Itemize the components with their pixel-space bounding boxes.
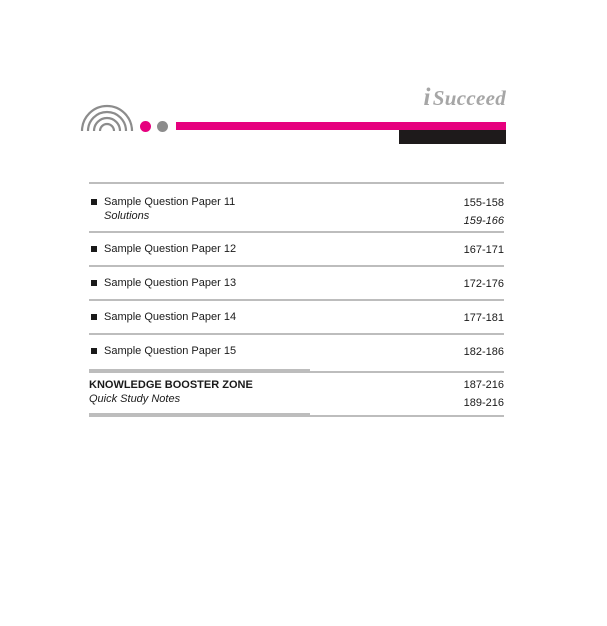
toc-entry-pages: 182-186	[463, 346, 504, 358]
black-header-block	[399, 130, 506, 144]
toc-entry-title: Sample Question Paper 11	[104, 196, 236, 208]
bullet-icon	[91, 314, 97, 320]
toc-section-knowledge-booster[interactable]	[89, 373, 504, 413]
table-of-contents	[89, 182, 504, 417]
toc-entry-subtitle: Solutions	[104, 210, 150, 222]
toc-entry-subpages: 159-166	[463, 215, 504, 227]
toc-entry-pages: 155-158	[463, 197, 504, 209]
toc-entry-paper-13[interactable]	[89, 267, 504, 299]
concentric-arcs-icon	[78, 103, 136, 135]
toc-section-pages: 187-216	[463, 379, 504, 391]
toc-entry-paper-14[interactable]	[89, 301, 504, 333]
toc-entry-pages: 172-176	[463, 278, 504, 290]
pink-header-bar	[176, 122, 506, 130]
toc-entry-pages: 167-171	[463, 244, 504, 256]
pink-dot	[140, 121, 151, 132]
toc-entry-paper-15[interactable]	[89, 335, 504, 369]
toc-entry-title: Sample Question Paper 13	[104, 277, 237, 289]
section-divider	[89, 413, 504, 417]
bullet-icon	[91, 246, 97, 252]
toc-entry-title: Sample Question Paper 15	[104, 345, 237, 357]
toc-section-subpages: 189-216	[463, 397, 504, 409]
toc-entry-title: Sample Question Paper 12	[104, 243, 237, 255]
gray-dot	[157, 121, 168, 132]
brand-logo-prefix: i	[423, 84, 431, 111]
toc-entry-paper-12[interactable]	[89, 233, 504, 265]
toc-entry-title: Sample Question Paper 14	[104, 311, 237, 323]
toc-entry-paper-11[interactable]	[89, 184, 504, 231]
toc-entry-pages: 177-181	[463, 312, 504, 324]
brand-logo	[424, 84, 507, 112]
bullet-icon	[91, 348, 97, 354]
toc-section-title: KNOWLEDGE BOOSTER ZONE	[89, 379, 253, 391]
brand-logo-name: Succeed	[432, 86, 506, 110]
toc-section-subtitle: Quick Study Notes	[89, 393, 181, 405]
bullet-icon	[91, 199, 97, 205]
bullet-icon	[91, 280, 97, 286]
